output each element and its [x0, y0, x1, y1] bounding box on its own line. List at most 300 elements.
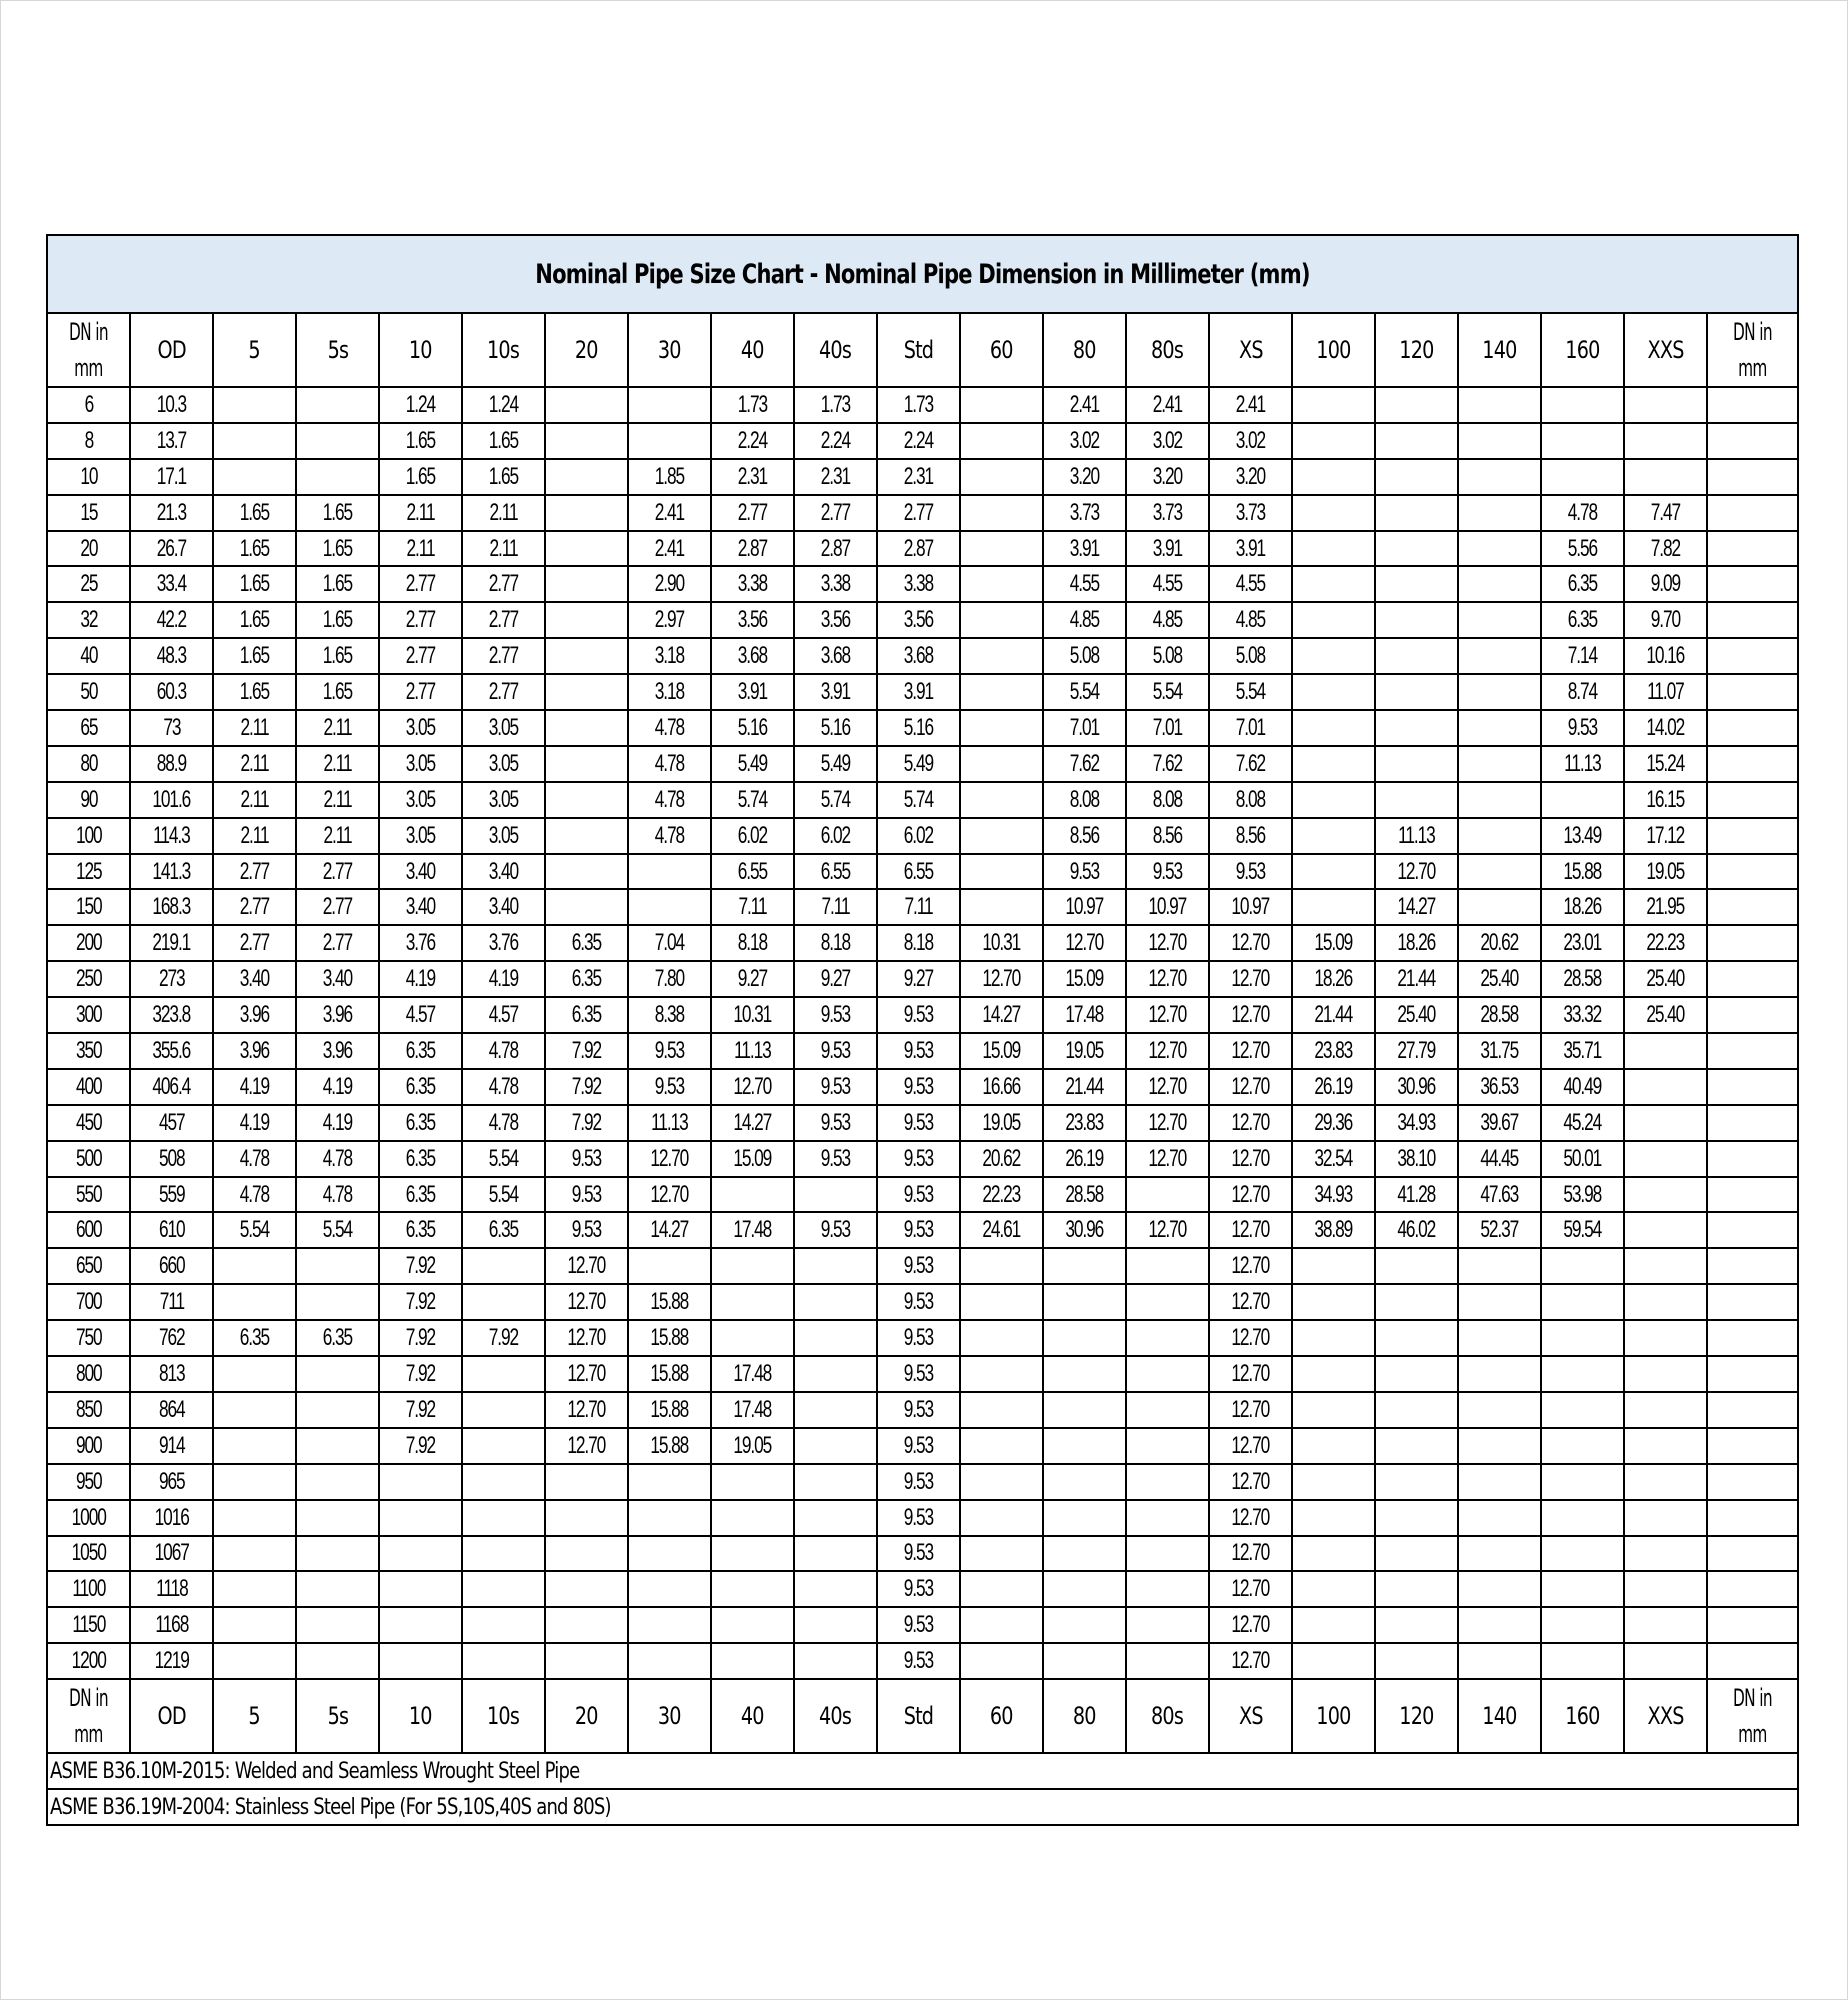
- cell-value: 17.12: [1646, 821, 1685, 849]
- table-cell: [1126, 1356, 1209, 1392]
- cell-value: 15.09: [982, 1036, 1021, 1064]
- table-cell: [213, 1141, 296, 1177]
- column-header-label: OD: [157, 1702, 186, 1731]
- cell-value: 12.70: [1231, 1252, 1270, 1280]
- table-cell: [1126, 1500, 1209, 1536]
- cell-value: 3.02: [1069, 426, 1100, 454]
- table-cell: [296, 602, 379, 638]
- table-cell: [1126, 889, 1209, 925]
- table-cell: [213, 1500, 296, 1536]
- table-cell: [462, 1177, 545, 1213]
- cell-value: 17.48: [733, 1216, 772, 1244]
- table-cell: [794, 925, 877, 961]
- cell-value: 3.05: [405, 713, 436, 741]
- table-cell: [1209, 746, 1292, 782]
- column-header: [379, 313, 462, 387]
- table-cell: [47, 997, 130, 1033]
- table-cell: [379, 710, 462, 746]
- cell-value: 12.70: [1148, 965, 1187, 993]
- cell-value: 1000: [71, 1503, 106, 1531]
- table-cell: [1209, 1320, 1292, 1356]
- column-header-label: [1728, 314, 1777, 386]
- table-cell: [628, 746, 711, 782]
- table-cell: [545, 566, 628, 602]
- table-cell: [960, 1212, 1043, 1248]
- table-cell: [1043, 961, 1126, 997]
- cell-value: 168.3: [152, 893, 191, 921]
- table-cell: [1624, 961, 1707, 997]
- table-cell: [1458, 459, 1541, 495]
- table-cell: [296, 1356, 379, 1392]
- table-cell: [1043, 1141, 1126, 1177]
- cell-value: 6.35: [488, 1216, 519, 1244]
- table-cell: [213, 1428, 296, 1464]
- table-cell: [130, 1033, 213, 1069]
- cell-value: 15.09: [733, 1144, 772, 1172]
- table-cell: [1043, 889, 1126, 925]
- table-cell: [545, 1536, 628, 1572]
- table-cell: [545, 782, 628, 818]
- table-cell: [545, 1571, 628, 1607]
- cell-value: 7.92: [405, 1359, 436, 1387]
- table-cell: [1209, 1392, 1292, 1428]
- cell-value: 2.31: [737, 462, 768, 490]
- table-cell: [296, 782, 379, 818]
- table-cell: [296, 1141, 379, 1177]
- table-cell: [1126, 1069, 1209, 1105]
- table-cell: [1541, 818, 1624, 854]
- cell-value: 1.65: [322, 606, 353, 634]
- pipe-size-table: [46, 234, 1799, 1826]
- table-cell: [711, 1356, 794, 1392]
- table-cell: [1209, 1571, 1292, 1607]
- table-cell: [545, 997, 628, 1033]
- table-cell: [47, 674, 130, 710]
- table-cell: [1126, 638, 1209, 674]
- cell-value: 8.56: [1152, 821, 1183, 849]
- table-cell: [213, 1320, 296, 1356]
- table-cell: [794, 566, 877, 602]
- table-cell: [379, 1607, 462, 1643]
- table-cell: [1043, 1248, 1126, 1284]
- cell-value: 3.05: [405, 785, 436, 813]
- table-cell: [545, 710, 628, 746]
- cell-value: 4.85: [1152, 606, 1183, 634]
- cell-value: 9.53: [1567, 713, 1598, 741]
- cell-value: 12.70: [650, 1144, 689, 1172]
- cell-value: 4.19: [405, 965, 436, 993]
- cell-value: 2.87: [903, 534, 934, 562]
- cell-value: 1.73: [820, 390, 851, 418]
- cell-value: 5.16: [903, 713, 934, 741]
- table-cell: [1541, 710, 1624, 746]
- table-cell: [545, 961, 628, 997]
- table-cell: [960, 1320, 1043, 1356]
- table-cell: [1126, 961, 1209, 997]
- cell-value: 6.35: [571, 929, 602, 957]
- column-header-label: 5: [248, 336, 261, 364]
- table-cell: [1624, 1141, 1707, 1177]
- cell-value: 7.92: [571, 1036, 602, 1064]
- table-cell: [213, 782, 296, 818]
- table-cell: [1541, 495, 1624, 531]
- table-cell: [877, 782, 960, 818]
- cell-value: 18.26: [1314, 965, 1353, 993]
- cell-value: 6.35: [571, 1001, 602, 1029]
- cell-value: 73: [162, 713, 181, 741]
- cell-value: 3.68: [903, 642, 934, 670]
- table-cell: [545, 1212, 628, 1248]
- cell-value: 90: [79, 785, 98, 813]
- table-cell: [1292, 710, 1375, 746]
- table-cell: [1458, 1033, 1541, 1069]
- table-cell: [1126, 1212, 1209, 1248]
- cell-value: 16.66: [982, 1072, 1021, 1100]
- cell-value: 114.3: [153, 821, 190, 849]
- cell-value: 7.01: [1069, 713, 1100, 741]
- cell-value: 4.78: [654, 749, 685, 777]
- table-cell: [47, 1248, 130, 1284]
- table-cell: [47, 423, 130, 459]
- cell-value: 25.40: [1397, 1001, 1436, 1029]
- table-cell: [1126, 1105, 1209, 1141]
- table-cell: [1126, 1141, 1209, 1177]
- table-cell: [1624, 566, 1707, 602]
- cell-value: 9.27: [903, 965, 934, 993]
- cell-value: 2.77: [903, 498, 934, 526]
- table-cell: [1624, 1392, 1707, 1428]
- cell-value: 3.05: [405, 821, 436, 849]
- table-row: [47, 1500, 1798, 1536]
- table-cell: [1375, 1428, 1458, 1464]
- column-header-label: 10s: [487, 1702, 520, 1731]
- table-cell: [1624, 997, 1707, 1033]
- table-cell: [960, 1392, 1043, 1428]
- cell-value: 3.05: [488, 749, 519, 777]
- column-header-label-line2: mm: [74, 354, 103, 382]
- column-header: [1541, 1679, 1624, 1753]
- table-cell: [1292, 638, 1375, 674]
- table-cell: [1458, 818, 1541, 854]
- cell-value: 15: [79, 498, 98, 526]
- table-cell: [296, 925, 379, 961]
- cell-value: 3.40: [405, 857, 436, 885]
- cell-value: 7.92: [405, 1324, 436, 1352]
- table-cell: [462, 1212, 545, 1248]
- table-cell: [462, 1607, 545, 1643]
- cell-value: 5.16: [737, 713, 768, 741]
- table-row: [47, 638, 1798, 674]
- table-cell: [1375, 1536, 1458, 1572]
- table-cell: [1043, 1284, 1126, 1320]
- table-cell: [628, 566, 711, 602]
- table-cell: [1209, 1464, 1292, 1500]
- table-cell: [1292, 674, 1375, 710]
- table-cell: [379, 1069, 462, 1105]
- table-cell: [545, 925, 628, 961]
- table-cell: [1707, 854, 1798, 890]
- cell-value: 5.54: [322, 1216, 353, 1244]
- cell-value: 88.9: [156, 749, 187, 777]
- table-cell: [794, 1033, 877, 1069]
- table-cell: [628, 1284, 711, 1320]
- cell-value: 6.35: [405, 1072, 436, 1100]
- table-cell: [1209, 1428, 1292, 1464]
- cell-value: 12.70: [1231, 1216, 1270, 1244]
- table-cell: [1209, 889, 1292, 925]
- table-cell: [1707, 1356, 1798, 1392]
- table-cell: [1624, 1320, 1707, 1356]
- table-cell: [794, 459, 877, 495]
- table-cell: [1624, 602, 1707, 638]
- table-cell: [379, 1571, 462, 1607]
- cell-value: 2.77: [405, 678, 436, 706]
- cell-value: 11.13: [734, 1036, 771, 1064]
- table-cell: [1541, 854, 1624, 890]
- table-cell: [47, 638, 130, 674]
- cell-value: 2.11: [323, 821, 352, 849]
- table-cell: [1707, 423, 1798, 459]
- table-title: [47, 235, 1798, 313]
- table-cell: [1707, 782, 1798, 818]
- table-cell: [1541, 961, 1624, 997]
- table-cell: [1541, 997, 1624, 1033]
- table-cell: [1624, 710, 1707, 746]
- table-cell: [1209, 782, 1292, 818]
- table-cell: [1126, 746, 1209, 782]
- cell-value: 12.70: [1231, 1467, 1270, 1495]
- table-cell: [877, 423, 960, 459]
- cell-value: 5.54: [488, 1144, 519, 1172]
- column-header-label: [64, 1680, 113, 1752]
- note-asme-b36-10m: [47, 1753, 1798, 1789]
- cell-value: 17.48: [733, 1359, 772, 1387]
- cell-value: 22.23: [982, 1180, 1021, 1208]
- cell-value: 7.11: [738, 893, 767, 921]
- table-cell: [960, 997, 1043, 1033]
- table-cell: [877, 1320, 960, 1356]
- table-row: [47, 961, 1798, 997]
- table-cell: [1292, 1212, 1375, 1248]
- table-cell: [47, 1392, 130, 1428]
- table-cell: [711, 961, 794, 997]
- cell-value: 1150: [72, 1611, 105, 1639]
- table-cell: [1707, 602, 1798, 638]
- table-row: [47, 925, 1798, 961]
- table-cell: [794, 423, 877, 459]
- column-header: [545, 1679, 628, 1753]
- cell-value: 31.75: [1480, 1036, 1519, 1064]
- cell-value: 36.53: [1480, 1072, 1519, 1100]
- table-cell: [379, 674, 462, 710]
- cell-value: 21.3: [156, 498, 187, 526]
- table-cell: [1126, 925, 1209, 961]
- cell-value: 25.40: [1480, 965, 1519, 993]
- table-cell: [877, 638, 960, 674]
- table-cell: [296, 495, 379, 531]
- table-cell: [1541, 1033, 1624, 1069]
- table-cell: [628, 459, 711, 495]
- table-title-text: Nominal Pipe Size Chart - Nominal Pipe Dimension in Millimeter (mm): [535, 258, 1310, 290]
- cell-value: 15.09: [1065, 965, 1104, 993]
- cell-value: 8.18: [737, 929, 768, 957]
- table-cell: [130, 1069, 213, 1105]
- cell-value: 12.70: [1231, 1575, 1270, 1603]
- cell-value: 9.27: [820, 965, 851, 993]
- cell-value: 2.77: [405, 642, 436, 670]
- table-cell: [1292, 1033, 1375, 1069]
- cell-value: 17.1: [156, 462, 187, 490]
- table-cell: [1624, 746, 1707, 782]
- table-cell: [1458, 1212, 1541, 1248]
- table-cell: [1707, 495, 1798, 531]
- table-row: [47, 1643, 1798, 1679]
- cell-value: 21.44: [1397, 965, 1436, 993]
- table-cell: [1375, 638, 1458, 674]
- cell-value: 3.20: [1069, 462, 1100, 490]
- table-cell: [462, 1392, 545, 1428]
- cell-value: 141.3: [152, 857, 191, 885]
- table-cell: [711, 710, 794, 746]
- table-cell: [1541, 1105, 1624, 1141]
- table-cell: [1458, 1177, 1541, 1213]
- cell-value: 65: [79, 713, 98, 741]
- table-cell: [1707, 1536, 1798, 1572]
- cell-value: 2.11: [323, 749, 352, 777]
- table-cell: [379, 1177, 462, 1213]
- cell-value: 12.70: [1231, 1036, 1270, 1064]
- table-cell: [1292, 925, 1375, 961]
- cell-value: 2.77: [488, 570, 519, 598]
- cell-value: 12.70: [1231, 1539, 1270, 1567]
- table-cell: [1126, 495, 1209, 531]
- table-cell: [1707, 1033, 1798, 1069]
- table-cell: [794, 1141, 877, 1177]
- table-cell: [711, 1212, 794, 1248]
- table-cell: [1624, 1643, 1707, 1679]
- table-cell: [877, 1212, 960, 1248]
- cell-value: 8.08: [1235, 785, 1266, 813]
- table-cell: [960, 961, 1043, 997]
- table-cell: [877, 818, 960, 854]
- column-header-label: 120: [1399, 336, 1434, 364]
- cell-value: 3.91: [1235, 534, 1266, 562]
- table-cell: [1541, 1607, 1624, 1643]
- table-cell: [960, 889, 1043, 925]
- cell-value: 500: [75, 1144, 102, 1172]
- column-header-label: 10: [409, 1702, 432, 1731]
- table-cell: [1458, 1607, 1541, 1643]
- table-cell: [130, 1607, 213, 1643]
- table-cell: [1292, 854, 1375, 890]
- cell-value: 2.77: [488, 678, 519, 706]
- table-cell: [462, 1536, 545, 1572]
- cell-value: 5.08: [1235, 642, 1266, 670]
- table-cell: [877, 1571, 960, 1607]
- table-cell: [1541, 1571, 1624, 1607]
- table-cell: [462, 1500, 545, 1536]
- cell-value: 4.57: [488, 1001, 519, 1029]
- table-row: [47, 1320, 1798, 1356]
- table-cell: [1292, 1607, 1375, 1643]
- table-cell: [1292, 459, 1375, 495]
- table-cell: [877, 495, 960, 531]
- cell-value: 21.95: [1646, 893, 1685, 921]
- table-cell: [213, 1069, 296, 1105]
- note-text: ASME B36.10M-2015: Welded and Seamless Wrought Steel Pipe: [50, 1758, 580, 1784]
- column-header-label: 10s: [487, 336, 520, 364]
- table-cell: [1458, 531, 1541, 567]
- cell-value: 30.96: [1065, 1216, 1104, 1244]
- cell-value: 8.18: [820, 929, 851, 957]
- cell-value: 7.80: [654, 965, 685, 993]
- cell-value: 12.70: [1148, 1108, 1187, 1136]
- cell-value: 2.87: [737, 534, 768, 562]
- table-cell: [1375, 1284, 1458, 1320]
- cell-value: 1118: [155, 1575, 188, 1603]
- table-cell: [1126, 854, 1209, 890]
- table-cell: [1209, 1356, 1292, 1392]
- table-row: [47, 1607, 1798, 1643]
- table-cell: [1209, 1177, 1292, 1213]
- cell-value: 5.49: [820, 749, 851, 777]
- cell-value: 5.54: [239, 1216, 270, 1244]
- table-cell: [1209, 566, 1292, 602]
- cell-value: 7.14: [1567, 642, 1598, 670]
- table-cell: [1624, 459, 1707, 495]
- table-cell: [47, 1500, 130, 1536]
- table-cell: [1375, 1571, 1458, 1607]
- table-cell: [545, 1141, 628, 1177]
- cell-value: 350: [75, 1036, 102, 1064]
- table-cell: [1541, 423, 1624, 459]
- column-header-label: 60: [990, 1702, 1013, 1731]
- column-header-label-line1: DN in: [68, 1684, 108, 1713]
- table-cell: [213, 1248, 296, 1284]
- table-cell: [1458, 1464, 1541, 1500]
- table-cell: [960, 495, 1043, 531]
- column-header: [130, 313, 213, 387]
- cell-value: 3.73: [1069, 498, 1100, 526]
- cell-value: 9.27: [737, 965, 768, 993]
- cell-value: 12.70: [1231, 1359, 1270, 1387]
- table-cell: [711, 1536, 794, 1572]
- table-cell: [462, 387, 545, 423]
- table-cell: [1624, 818, 1707, 854]
- table-cell: [213, 674, 296, 710]
- cell-value: 14.27: [1397, 893, 1436, 921]
- table-row: [47, 1356, 1798, 1392]
- column-header: [296, 313, 379, 387]
- table-cell: [1707, 638, 1798, 674]
- table-cell: [794, 1392, 877, 1428]
- table-cell: [1209, 423, 1292, 459]
- table-cell: [628, 1536, 711, 1572]
- cell-value: 12.70: [1231, 1144, 1270, 1172]
- table-cell: [1458, 997, 1541, 1033]
- table-row: [47, 674, 1798, 710]
- cell-value: 508: [158, 1144, 185, 1172]
- column-header-label: 160: [1565, 336, 1600, 364]
- column-header-label: 160: [1565, 1702, 1600, 1731]
- cell-value: 53.98: [1563, 1180, 1602, 1208]
- table-cell: [1541, 1284, 1624, 1320]
- table-cell: [877, 1607, 960, 1643]
- cell-value: 52.37: [1480, 1216, 1519, 1244]
- table-row: [47, 1284, 1798, 1320]
- table-cell: [794, 531, 877, 567]
- table-cell: [1043, 782, 1126, 818]
